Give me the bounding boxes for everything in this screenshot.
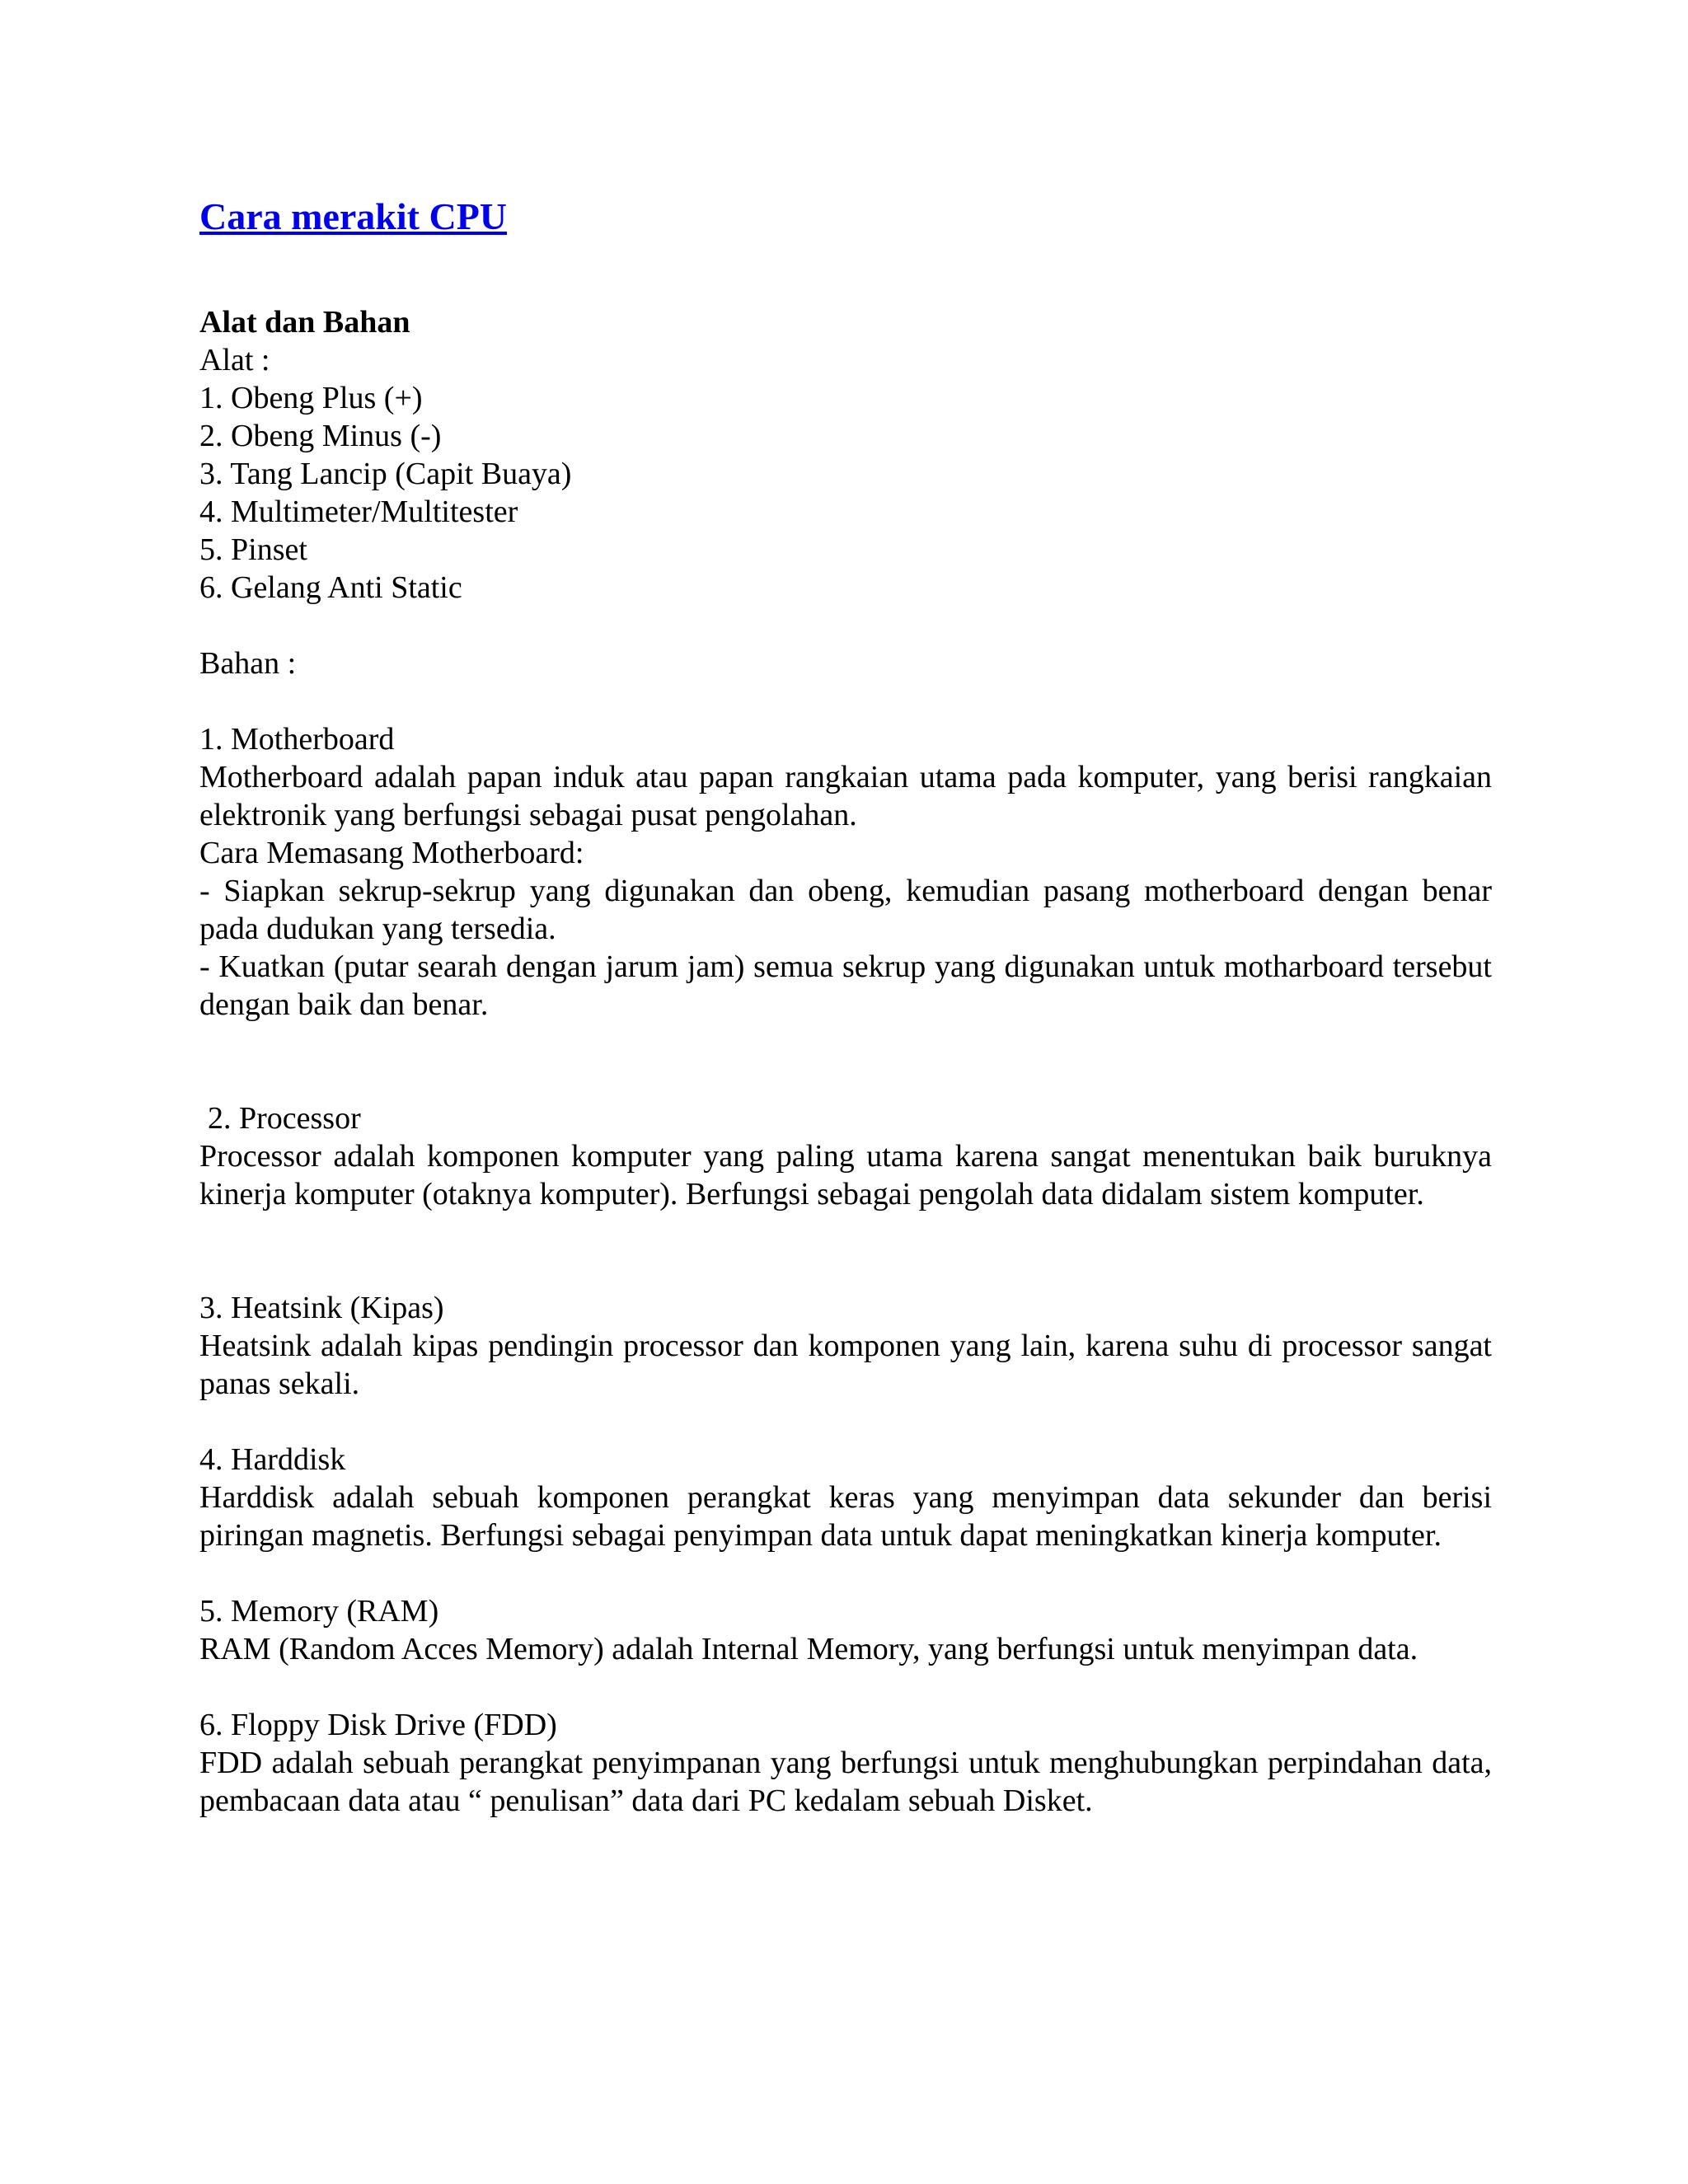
alat-item: 3. Tang Lancip (Capit Buaya): [199, 457, 572, 491]
item-title: 5. Memory (RAM): [199, 1594, 439, 1629]
item-description: RAM (Random Acces Memory) adalah Internal Memory, yang berfungsi untuk menyimpan data.: [199, 1632, 1418, 1666]
item-subheading: Cara Memasang Motherboard:: [199, 836, 584, 870]
spacer: [199, 1554, 1492, 1592]
spacer: [199, 607, 1492, 644]
item-description: FDD adalah sebuah perangkat penyimpanan yang berfungsi untuk menghubungkan perpindahan data, pembacaan data atau “ penulisan” data dari PC kedalam sebuah Disket.: [199, 1746, 1492, 1818]
spacer: [199, 1213, 1492, 1289]
page-title-link[interactable]: Cara merakit CPU: [199, 195, 508, 237]
alat-label: Alat :: [199, 343, 270, 377]
document-page: [199, 194, 1492, 1820]
section-heading: Alat dan Bahan: [199, 305, 410, 340]
item-step: - Kuatkan (putar searah dengan jarum jam) semua sekrup yang digunakan untuk motharboard tersebut dengan baik dan benar.: [199, 949, 1492, 1022]
item-description: Heatsink adalah kipas pendingin processor dan komponen yang lain, karena suhu di processor sangat panas sekali.: [199, 1329, 1492, 1401]
spacer: [199, 1024, 1492, 1099]
item-description: Harddisk adalah sebuah komponen perangkat keras yang menyimpan data sekunder dan berisi piringan magnetis. Berfungsi sebagai penyimpan data untuk dapat meningkatkan kinerja komputer.: [199, 1480, 1492, 1553]
item-title: 2. Processor: [208, 1101, 361, 1136]
item-description: Motherboard adalah papan induk atau papan rangkaian utama pada komputer, yang berisi rangkaian elektronik yang berfungsi sebagai pusat pengolahan.: [199, 760, 1492, 832]
item-title: 6. Floppy Disk Drive (FDD): [199, 1708, 557, 1742]
item-step: - Siapkan sekrup-sekrup yang digunakan dan obeng, kemudian pasang motherboard dengan benar pada dudukan yang tersedia.: [199, 874, 1492, 946]
item-title: 4. Harddisk: [199, 1442, 346, 1477]
bahan-label: Bahan :: [199, 646, 297, 681]
title-wrap: [199, 194, 1492, 239]
alat-item: 6. Gelang Anti Static: [199, 570, 462, 605]
spacer: [199, 1668, 1492, 1706]
spacer: [199, 682, 1492, 720]
alat-item: 2. Obeng Minus (-): [199, 419, 442, 453]
alat-item: 1. Obeng Plus (+): [199, 381, 423, 415]
alat-item: 4. Multimeter/Multitester: [199, 494, 518, 529]
spacer: [199, 1403, 1492, 1441]
item-description: Processor adalah komponen komputer yang paling utama karena sangat menentukan baik buruknya kinerja komputer (otaknya komputer). Berfungsi sebagai pengolah data didalam sistem komputer.: [199, 1139, 1492, 1212]
item-title: 1. Motherboard: [199, 722, 395, 757]
item-title: 3. Heatsink (Kipas): [199, 1291, 444, 1325]
alat-item: 5. Pinset: [199, 532, 307, 567]
